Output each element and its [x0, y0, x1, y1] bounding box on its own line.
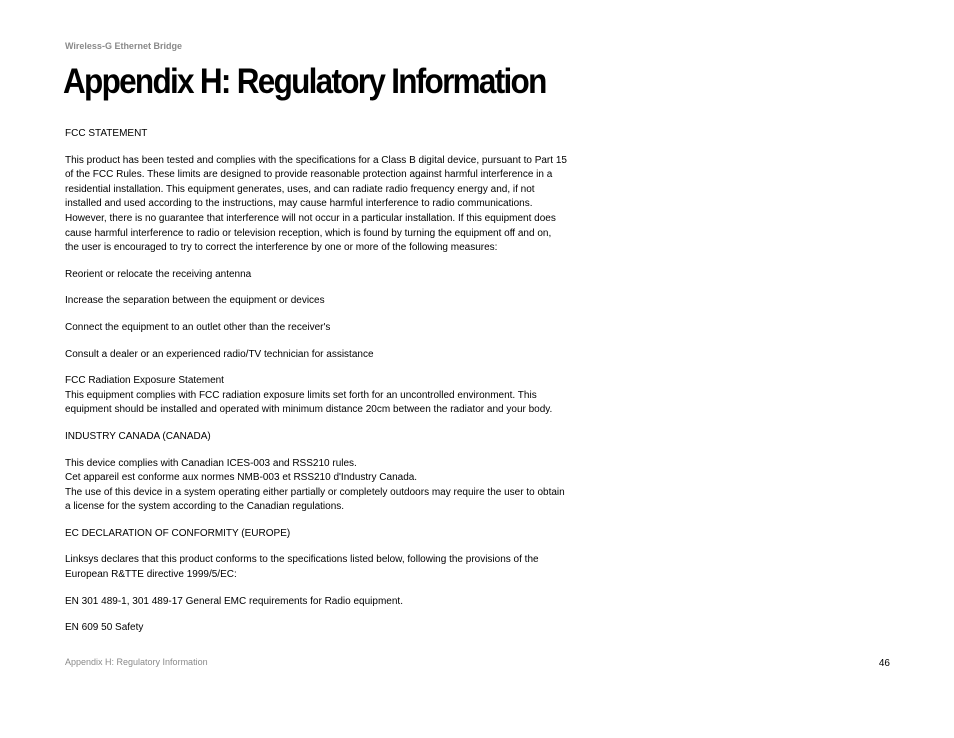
radiation-line: equipment should be installed and operated with minimum distance 20cm between the radiator and your body. [65, 404, 553, 416]
ec-heading: EC DECLARATION OF CONFORMITY (EUROPE) [65, 527, 291, 539]
footer-label: Appendix H: Regulatory Information [65, 657, 208, 667]
measure-item: Reorient or relocate the receiving antenna [65, 268, 252, 280]
fcc-line: of the FCC Rules. These limits are designed to provide reasonable protection against harmful interference in a [65, 169, 553, 181]
en-safety-standard: EN 609 50 Safety [65, 622, 144, 634]
ec-line: Linksys declares that this product conforms to the specifications listed below, following the provisions of the [65, 554, 539, 566]
canada-line: This device complies with Canadian ICES-003 and RSS210 rules. [65, 457, 357, 469]
fcc-line: This product has been tested and complies with the specifications for a Class B digital device, pursuant to Part 15 [65, 154, 567, 166]
fcc-line: cause harmful interference to radio or television reception, which is found by turning the equipment off and on, [65, 227, 552, 239]
fcc-line: residential installation. This equipment generates, uses, and can radiate radio frequency energy and, if not [65, 183, 535, 195]
canada-heading: INDUSTRY CANADA (CANADA) [65, 430, 211, 442]
measure-item: Increase the separation between the equipment or devices [65, 295, 325, 307]
radiation-heading: FCC Radiation Exposure Statement [65, 375, 224, 387]
fcc-paragraph [65, 154, 590, 256]
radiation-line: This equipment complies with FCC radiation exposure limits set forth for an uncontrolled environment. This [65, 389, 537, 401]
fcc-line: the user is encouraged to try to correct the interference by one or more of the following measures: [65, 242, 498, 254]
canada-line: The use of this device in a system operating either partially or completely outdoors may require the user to obtain [65, 486, 565, 498]
fcc-heading: FCC STATEMENT [65, 128, 148, 139]
fcc-line: installed and used according to the instructions, may cause harmful interference to radio communications. [65, 198, 533, 210]
en-emc-standard: EN 301 489-1, 301 489-17 General EMC requirements for Radio equipment. [65, 595, 403, 607]
radiation-paragraph [65, 374, 590, 418]
canada-paragraph [65, 457, 590, 515]
canada-line: a license for the system according to the Canadian regulations. [65, 501, 345, 513]
ec-line: European R&TTE directive 1999/5/EC: [65, 569, 237, 581]
measure-item: Connect the equipment to an outlet other than the receiver's [65, 321, 331, 333]
page-number: 46 [878, 658, 890, 669]
measure-item: Consult a dealer or an experienced radio/TV technician for assistance [65, 348, 374, 360]
document-body [65, 127, 590, 648]
ec-paragraph [65, 553, 590, 582]
canada-line: Cet appareil est conforme aux normes NMB-003 et RSS210 d'Industry Canada. [65, 472, 418, 484]
fcc-line: However, there is no guarantee that interference will not occur in a particular installation. If this equipment does [65, 212, 556, 224]
header-product-label: Wireless-G Ethernet Bridge [65, 41, 182, 51]
page-title: Appendix H: Regulatory Information [63, 62, 546, 101]
